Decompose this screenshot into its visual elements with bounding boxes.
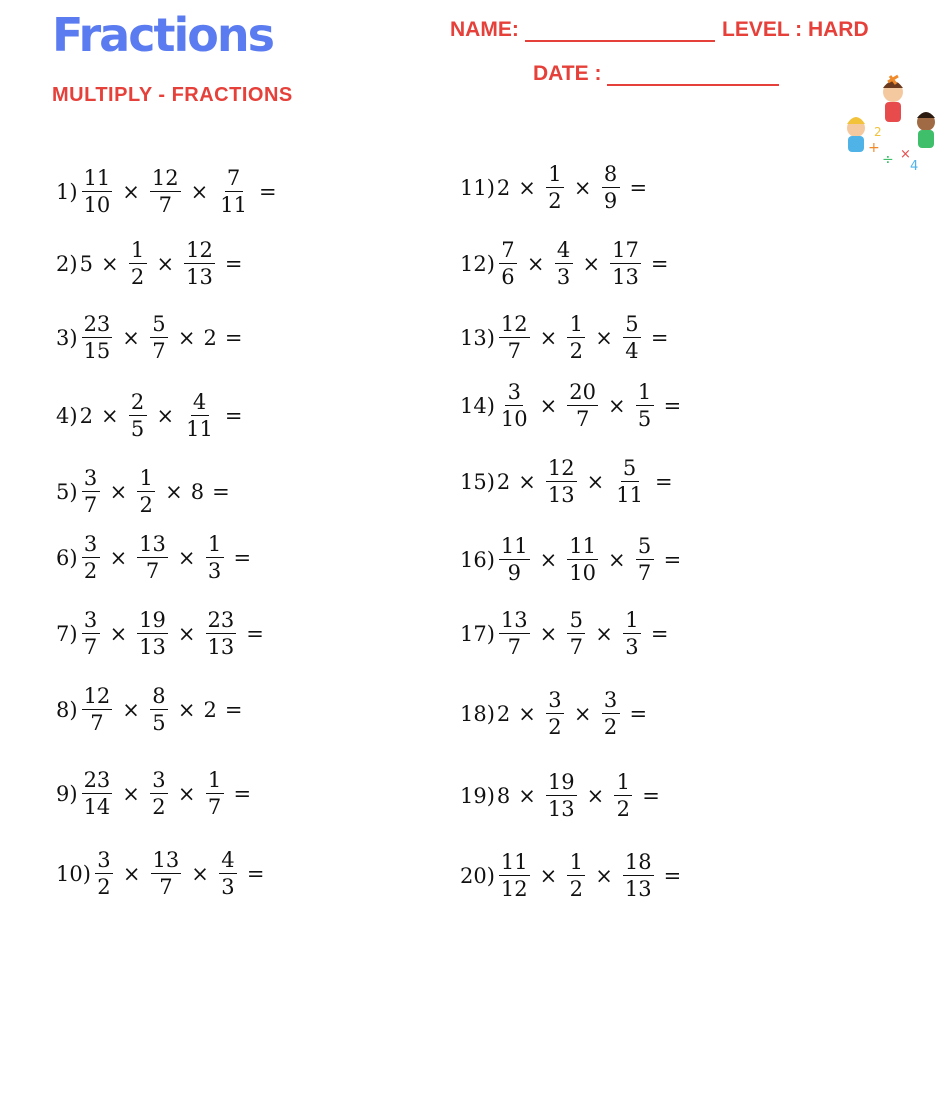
denominator: 2 [616, 797, 630, 821]
fraction [219, 850, 237, 898]
fraction [137, 468, 155, 516]
numerator: 11 [500, 850, 528, 874]
numerator: 3 [150, 770, 168, 794]
numerator: 4 [191, 392, 209, 416]
problem-19 [460, 768, 667, 824]
whole-number: 2 [496, 701, 511, 726]
problem-11 [460, 160, 654, 216]
numerator: 23 [83, 768, 111, 792]
svg-text:×: × [900, 147, 911, 162]
times-sign: × [539, 393, 558, 418]
denominator: 7 [83, 493, 98, 517]
numerator: 3 [82, 610, 100, 634]
denominator: 7 [83, 635, 98, 659]
problem-number: 14) [460, 393, 495, 418]
fraction [206, 534, 224, 582]
equals-sign: = [663, 393, 682, 418]
denominator: 9 [603, 189, 618, 213]
denominator: 7 [507, 635, 521, 659]
denominator: 11 [220, 193, 247, 217]
date-field[interactable] [533, 62, 779, 86]
numerator: 5 [621, 458, 639, 482]
denominator: 4 [625, 339, 639, 363]
denominator: 10 [569, 561, 596, 585]
problem-number: 20) [460, 863, 495, 888]
denominator: 2 [548, 715, 562, 739]
fraction [82, 610, 100, 658]
denominator: 2 [603, 715, 618, 739]
numerator: 3 [505, 382, 523, 406]
numerator: 1 [623, 610, 641, 634]
denominator: 13 [207, 635, 235, 659]
whole-number: 2 [203, 325, 217, 350]
times-sign: × [526, 251, 545, 276]
numerator: 7 [225, 168, 243, 192]
problem-number: 12) [460, 251, 495, 276]
denominator: 2 [548, 189, 562, 213]
numerator: 5 [623, 314, 641, 338]
times-sign: × [100, 251, 119, 276]
times-sign: × [573, 701, 592, 726]
fraction [546, 772, 577, 820]
fraction [555, 240, 573, 288]
equals-sign: = [258, 179, 277, 204]
equals-sign: = [224, 325, 243, 350]
denominator: 2 [130, 265, 145, 289]
denominator: 2 [139, 493, 153, 517]
times-sign: × [608, 547, 626, 572]
denominator: 3 [207, 559, 222, 583]
denominator: 2 [152, 795, 166, 819]
numerator: 4 [555, 240, 573, 264]
denominator: 2 [83, 559, 98, 583]
fraction [150, 314, 168, 362]
denominator: 13 [624, 877, 652, 901]
problem-number: 5) [56, 479, 78, 504]
whole-number: 2 [79, 403, 93, 428]
denominator: 5 [637, 407, 652, 431]
fraction [82, 770, 113, 818]
times-sign: × [191, 861, 209, 886]
times-sign: × [518, 469, 536, 494]
times-sign: × [595, 863, 613, 888]
fraction [636, 536, 654, 584]
name-blank-line[interactable] [525, 22, 715, 42]
numerator: 12 [186, 238, 213, 262]
equals-sign: = [629, 701, 648, 726]
fraction [137, 534, 168, 582]
numerator: 11 [500, 534, 528, 558]
times-sign: × [539, 325, 558, 350]
denominator: 3 [625, 635, 639, 659]
problem-number: 6) [56, 545, 78, 570]
date-label: DATE : [533, 62, 602, 85]
kids-illustration-icon [838, 74, 942, 172]
numerator: 3 [602, 690, 620, 714]
times-sign: × [539, 863, 558, 888]
fraction [184, 392, 215, 440]
times-sign: × [122, 325, 140, 350]
fraction [602, 164, 620, 212]
fraction [567, 610, 585, 658]
numerator: 1 [567, 852, 585, 876]
times-sign: × [539, 621, 558, 646]
denominator: 7 [145, 559, 160, 583]
problem-number: 18) [460, 701, 495, 726]
equals-sign: = [224, 403, 243, 428]
fraction [150, 770, 168, 818]
denominator: 13 [547, 483, 575, 507]
problem-12 [460, 236, 675, 292]
times-sign: × [165, 479, 183, 504]
numerator: 3 [82, 468, 100, 492]
numerator: 12 [151, 166, 179, 190]
times-sign: × [595, 621, 613, 646]
denominator: 5 [152, 711, 166, 735]
denominator: 13 [186, 265, 213, 289]
equals-sign: = [650, 621, 669, 646]
denominator: 13 [139, 635, 166, 659]
whole-number: 8 [496, 783, 511, 808]
denominator: 6 [501, 265, 515, 289]
whole-number: 2 [496, 175, 511, 200]
denominator: 7 [90, 711, 104, 735]
problem-number: 16) [460, 547, 495, 572]
fraction [499, 852, 530, 900]
times-sign: × [177, 545, 196, 570]
whole-number: 2 [496, 469, 511, 494]
equals-sign: = [650, 251, 669, 276]
name-label: NAME: [450, 18, 519, 41]
problem-1 [56, 164, 284, 220]
equals-sign: = [642, 783, 660, 808]
fraction [137, 610, 168, 658]
fraction [151, 850, 182, 898]
svg-text:4: 4 [910, 159, 919, 172]
fraction [567, 852, 585, 900]
denominator: 10 [83, 193, 111, 217]
times-sign: × [122, 179, 140, 204]
problem-number: 11) [460, 175, 495, 200]
fraction [499, 240, 517, 288]
denominator: 13 [547, 797, 575, 821]
fraction [614, 458, 645, 506]
denominator: 7 [152, 339, 166, 363]
numerator: 11 [83, 166, 111, 190]
problem-16 [460, 532, 688, 588]
worksheet-subtitle: MULTIPLY - FRACTIONS [52, 84, 293, 106]
denominator: 7 [569, 635, 583, 659]
equals-sign: = [654, 469, 673, 494]
denominator: 10 [500, 407, 528, 431]
whole-number: 2 [203, 697, 217, 722]
problem-number: 8) [56, 697, 78, 722]
fraction [82, 686, 113, 734]
times-sign: × [573, 175, 592, 200]
numerator: 5 [567, 610, 585, 634]
problem-18 [460, 686, 654, 742]
svg-text:÷: ÷ [882, 152, 894, 168]
problem-number: 3) [56, 325, 78, 350]
problem-5 [56, 464, 237, 520]
problem-number: 15) [460, 469, 495, 494]
times-sign: × [518, 783, 536, 808]
denominator: 2 [569, 877, 583, 901]
fraction [129, 240, 147, 288]
denominator: 7 [575, 407, 590, 431]
equals-sign: = [246, 621, 264, 646]
fraction [623, 610, 641, 658]
numerator: 12 [500, 312, 528, 336]
times-sign: × [156, 251, 175, 276]
date-blank-line[interactable] [607, 66, 779, 86]
numerator: 3 [95, 850, 113, 874]
equals-sign: = [212, 479, 230, 504]
numerator: 8 [602, 164, 620, 188]
fraction [623, 852, 654, 900]
equals-sign: = [233, 545, 252, 570]
level-label: LEVEL : HARD [722, 18, 869, 41]
denominator: 11 [616, 483, 643, 507]
numerator: 1 [636, 382, 654, 406]
numerator: 12 [547, 456, 575, 480]
times-sign: × [586, 783, 605, 808]
numerator: 1 [206, 770, 224, 794]
denominator: 2 [97, 875, 111, 899]
denominator: 7 [158, 193, 172, 217]
fraction [82, 168, 113, 216]
problem-number: 13) [460, 325, 495, 350]
kids-illustration-shapes [847, 76, 935, 172]
problem-7 [56, 606, 271, 662]
numerator: 3 [546, 690, 564, 714]
numerator: 18 [624, 850, 652, 874]
times-sign: × [586, 469, 605, 494]
numerator: 11 [569, 534, 596, 558]
times-sign: × [122, 861, 141, 886]
denominator: 11 [186, 417, 213, 441]
numerator: 20 [569, 380, 596, 404]
denominator: 2 [569, 339, 583, 363]
numerator: 3 [82, 534, 100, 558]
denominator: 13 [612, 265, 639, 289]
numerator: 4 [219, 850, 237, 874]
problem-4 [56, 388, 250, 444]
fraction [218, 168, 249, 216]
numerator: 23 [207, 608, 235, 632]
problem-15 [460, 454, 680, 510]
equals-sign: = [650, 325, 669, 350]
problem-13 [460, 310, 675, 366]
fraction [499, 314, 530, 362]
fraction [614, 772, 632, 820]
times-sign: × [177, 325, 196, 350]
fraction [546, 690, 564, 738]
fraction [636, 382, 654, 430]
svg-text:+: + [868, 140, 880, 156]
times-sign: × [518, 175, 536, 200]
fraction [499, 382, 530, 430]
numerator: 1 [546, 164, 564, 188]
fraction [546, 458, 577, 506]
worksheet-title: Fractions [52, 8, 273, 62]
times-sign: × [109, 479, 128, 504]
denominator: 5 [130, 417, 145, 441]
denominator: 9 [507, 561, 521, 585]
denominator: 7 [507, 339, 521, 363]
numerator: 19 [547, 770, 575, 794]
denominator: 7 [207, 795, 222, 819]
problem-14 [460, 378, 688, 434]
fraction [567, 314, 585, 362]
problem-number: 19) [460, 783, 495, 808]
equals-sign: = [224, 251, 243, 276]
svg-text:2: 2 [874, 125, 882, 139]
numerator: 13 [500, 608, 528, 632]
problem-2 [56, 236, 250, 292]
fraction [567, 382, 598, 430]
times-sign: × [156, 403, 175, 428]
numerator: 12 [83, 684, 111, 708]
problem-number: 2) [56, 251, 78, 276]
fraction [95, 850, 113, 898]
times-sign: × [100, 403, 119, 428]
denominator: 7 [159, 875, 173, 899]
fraction [546, 164, 564, 212]
fraction [184, 240, 215, 288]
problem-number: 9) [56, 781, 78, 806]
fraction [499, 610, 530, 658]
fraction [602, 690, 620, 738]
times-sign: × [122, 697, 140, 722]
problem-number: 7) [56, 621, 78, 646]
times-sign: × [122, 781, 140, 806]
numerator: 1 [614, 772, 632, 796]
problem-6 [56, 530, 258, 586]
equals-sign: = [663, 547, 682, 572]
times-sign: × [518, 701, 536, 726]
numerator: 1 [206, 534, 224, 558]
fraction [82, 468, 100, 516]
fraction [150, 168, 181, 216]
problem-number: 17) [460, 621, 495, 646]
problem-number: 1) [56, 179, 78, 204]
fraction [567, 536, 598, 584]
numerator: 5 [636, 536, 654, 560]
numerator: 13 [139, 532, 166, 556]
fraction [206, 610, 237, 658]
whole-number: 8 [190, 479, 205, 504]
fraction [499, 536, 530, 584]
numerator: 7 [499, 240, 517, 264]
problem-10 [56, 846, 271, 902]
times-sign: × [608, 393, 626, 418]
problem-9 [56, 766, 258, 822]
times-sign: × [177, 781, 196, 806]
denominator: 12 [500, 877, 528, 901]
times-sign: × [582, 251, 601, 276]
denominator: 15 [83, 339, 111, 363]
problem-17 [460, 606, 675, 662]
fraction [129, 392, 147, 440]
equals-sign: = [629, 175, 648, 200]
numerator: 1 [567, 314, 585, 338]
problem-3 [56, 310, 250, 366]
fraction [82, 534, 100, 582]
denominator: 14 [83, 795, 111, 819]
fraction [610, 240, 641, 288]
numerator: 8 [150, 686, 168, 710]
numerator: 1 [129, 240, 147, 264]
fraction [82, 314, 113, 362]
denominator: 3 [221, 875, 235, 899]
equals-sign: = [233, 781, 252, 806]
problem-20 [460, 848, 688, 904]
problem-number: 10) [56, 861, 91, 886]
times-sign: × [109, 545, 128, 570]
times-sign: × [109, 621, 128, 646]
numerator: 1 [137, 468, 155, 492]
problem-8 [56, 682, 250, 738]
numerator: 17 [612, 238, 639, 262]
equals-sign: = [663, 863, 682, 888]
name-field[interactable] [450, 18, 715, 42]
equals-sign: = [224, 697, 243, 722]
times-sign: × [595, 325, 613, 350]
fraction [150, 686, 168, 734]
times-sign: × [177, 697, 196, 722]
times-sign: × [177, 621, 196, 646]
fraction [206, 770, 224, 818]
times-sign: × [190, 179, 209, 204]
numerator: 23 [83, 312, 111, 336]
problem-number: 4) [56, 403, 78, 428]
equals-sign: = [246, 861, 265, 886]
numerator: 19 [139, 608, 166, 632]
numerator: 13 [152, 848, 180, 872]
fraction [623, 314, 641, 362]
numerator: 5 [150, 314, 168, 338]
times-sign: × [539, 547, 558, 572]
denominator: 3 [556, 265, 571, 289]
whole-number: 5 [79, 251, 93, 276]
numerator: 2 [129, 392, 147, 416]
denominator: 7 [637, 561, 652, 585]
